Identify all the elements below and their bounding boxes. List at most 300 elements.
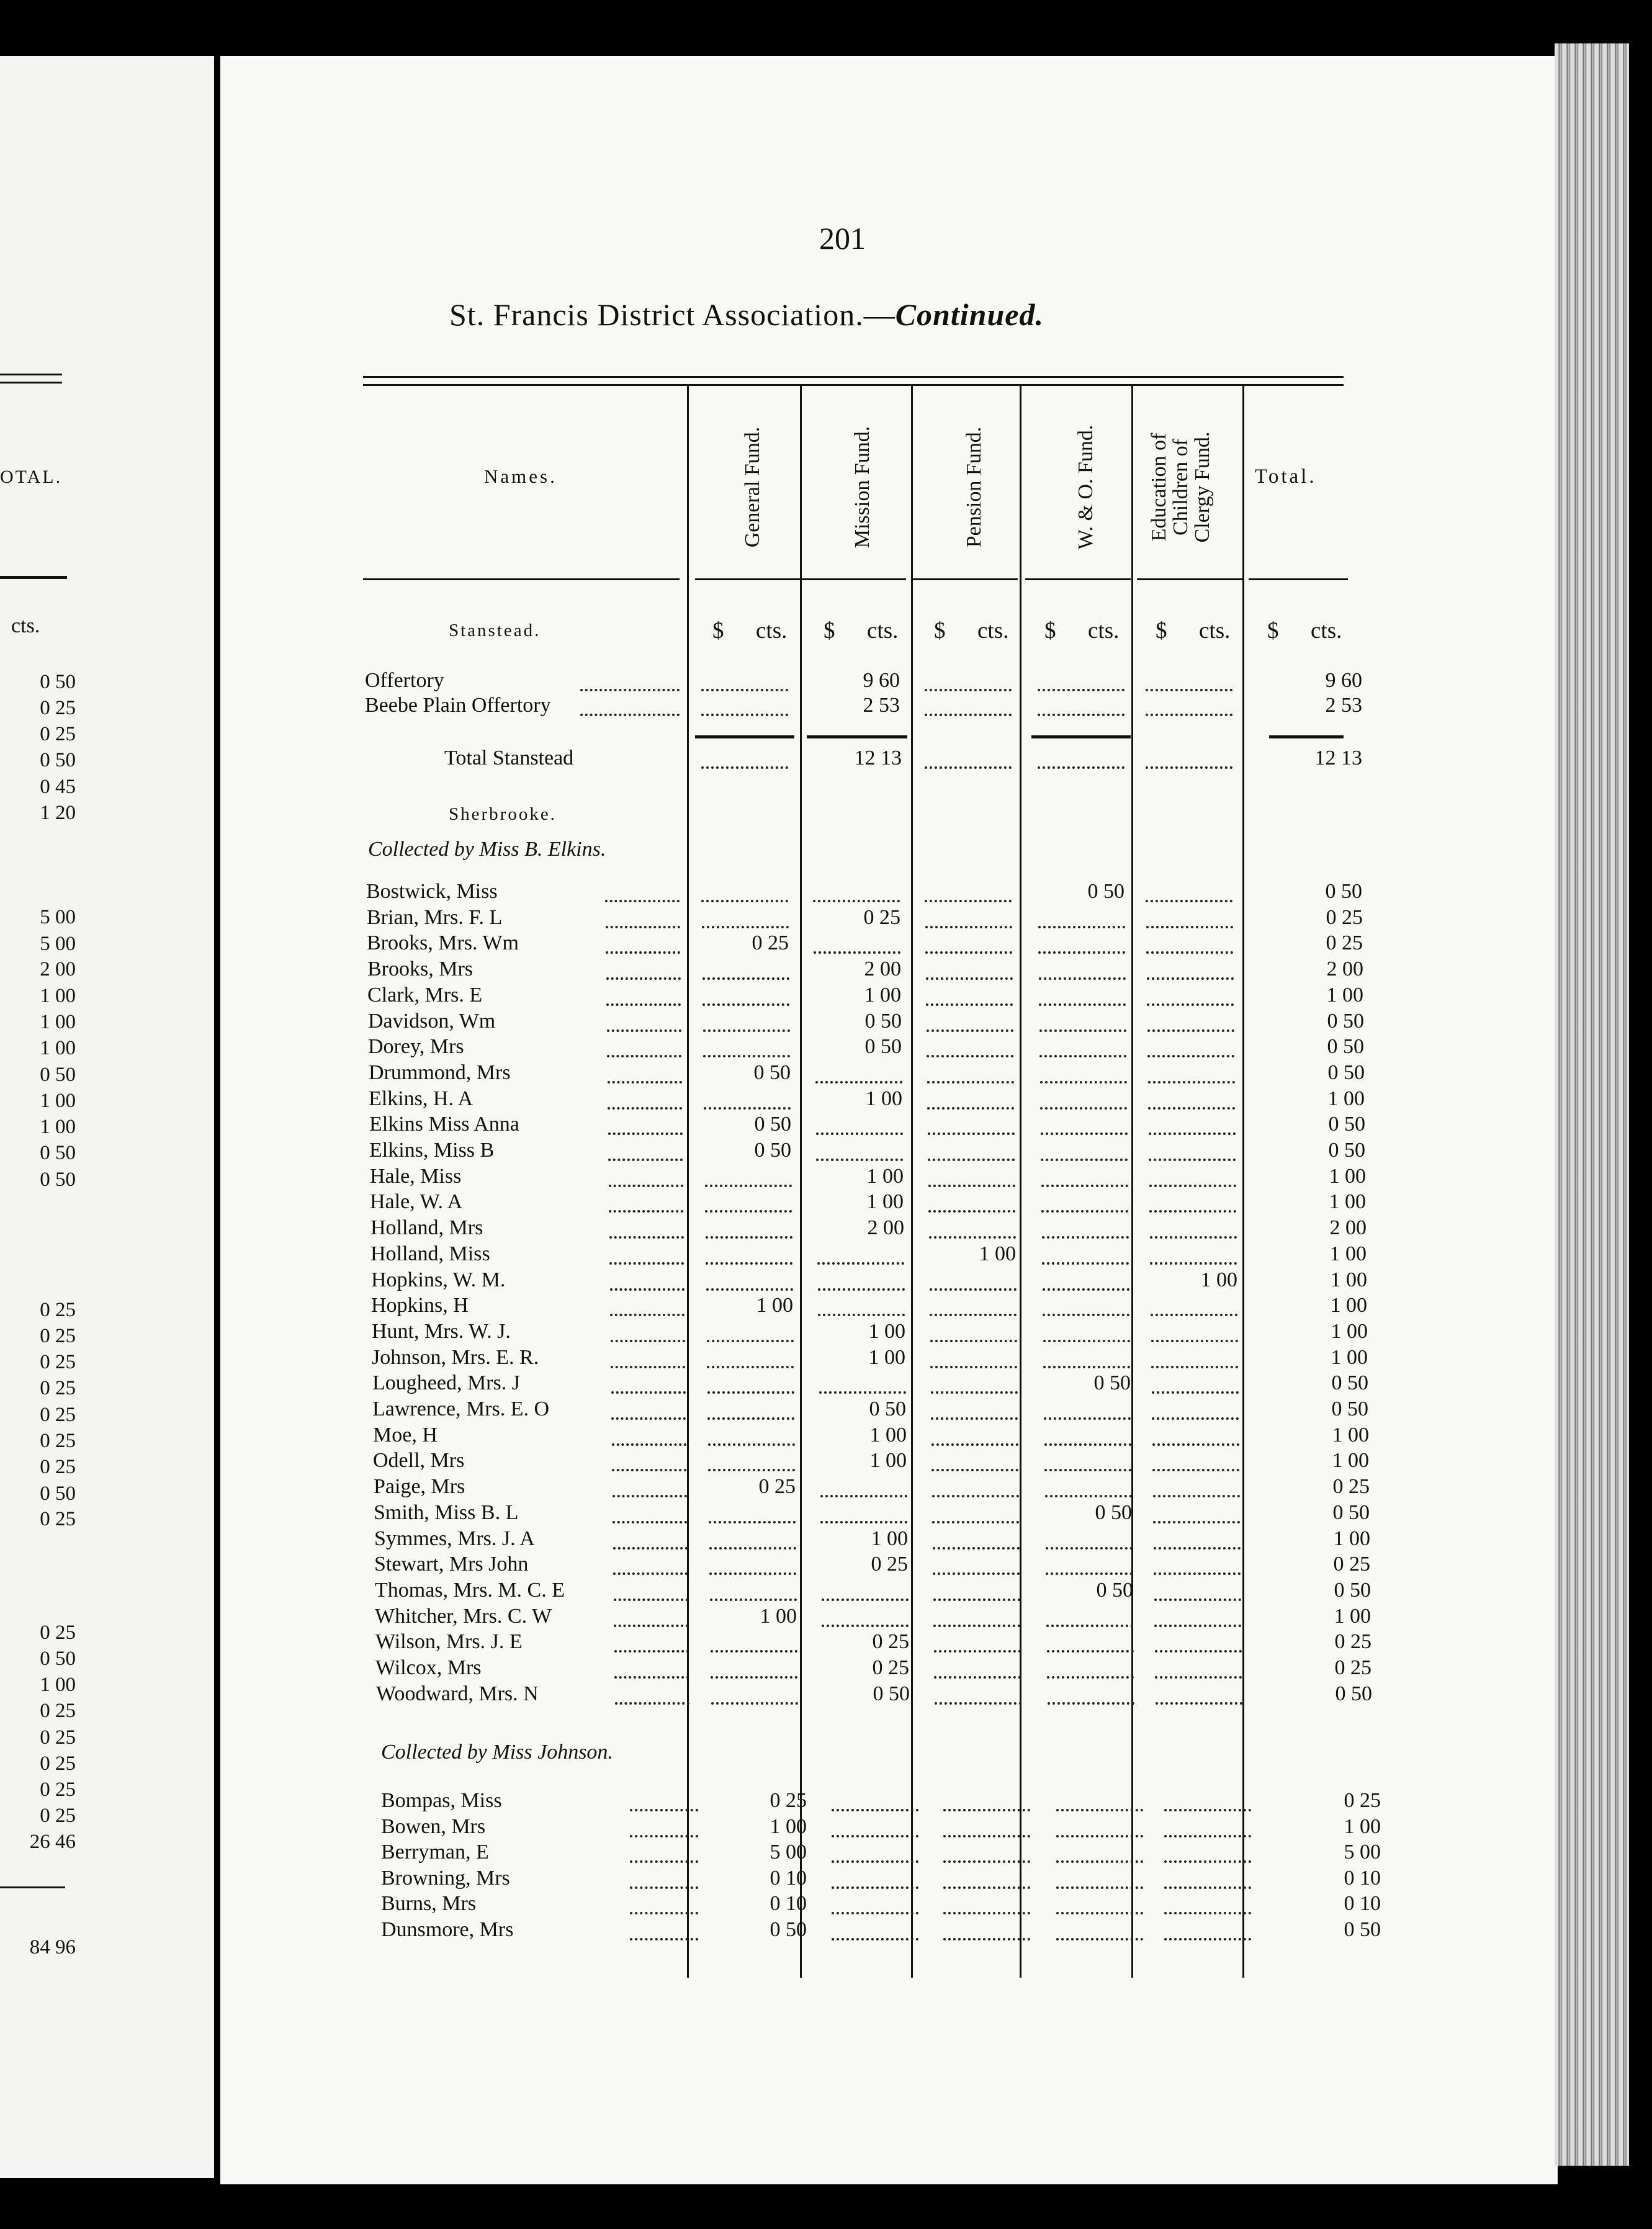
mission-amount: 1 00 <box>871 1527 908 1550</box>
education-empty-dots <box>1147 1029 1234 1032</box>
total-amount: 1 00 <box>1330 1268 1367 1291</box>
general-amount: 0 50 <box>770 1918 807 1941</box>
education-line-2: Children of <box>1169 439 1192 536</box>
education-empty-dots <box>1149 1132 1236 1135</box>
pension-empty-dots <box>933 1572 1020 1575</box>
pension-empty-dots <box>925 766 1012 769</box>
pension-empty-dots <box>927 1081 1014 1083</box>
total-amount: 1 00 <box>1334 1605 1371 1628</box>
general-empty-dots <box>710 1599 797 1601</box>
total-amount: 1 00 <box>1331 1320 1368 1343</box>
total-amount: 0 25 <box>1333 1553 1370 1576</box>
entry-name: Holland, Mrs <box>370 1216 483 1239</box>
pension-empty-dots <box>928 1159 1015 1161</box>
education-empty-dots <box>1156 1702 1242 1705</box>
total-amount: 0 50 <box>1331 1371 1368 1394</box>
total-amount: 0 25 <box>1334 1656 1371 1679</box>
education-empty-dots <box>1149 1185 1236 1187</box>
mission-amount: 0 50 <box>864 1010 902 1033</box>
entry-name: Drummond, Mrs <box>369 1061 511 1084</box>
table-top-rule <box>363 376 1344 386</box>
mission-amount: 9 60 <box>863 669 900 692</box>
total-amount: 0 50 <box>1331 1397 1368 1420</box>
unit-dollar: $ <box>934 618 946 644</box>
general-empty-dots <box>711 1676 797 1679</box>
general-amount: 0 10 <box>770 1892 807 1915</box>
left-rule <box>0 576 67 579</box>
name-leader-dots <box>608 1081 682 1083</box>
total-amount: 0 10 <box>1344 1892 1381 1915</box>
pension-empty-dots <box>935 1702 1021 1705</box>
pension-empty-dots <box>933 1547 1020 1550</box>
title-main: St. Francis District Association.— <box>449 297 896 332</box>
total-amount: 5 00 <box>1344 1841 1381 1863</box>
wo-empty-dots <box>1044 1469 1131 1471</box>
name-leader-dots <box>608 1159 683 1161</box>
general-amount: 0 25 <box>770 1789 807 1812</box>
entry-name: Holland, Miss <box>370 1242 490 1265</box>
pension-empty-dots <box>925 714 1012 716</box>
wo-empty-dots <box>1056 1912 1143 1914</box>
general-empty-dots <box>701 900 788 902</box>
wo-empty-dots <box>1043 1340 1130 1342</box>
pension-empty-dots <box>943 1860 1030 1863</box>
left-total-value: 0 25 <box>40 1778 76 1801</box>
total-amount: 0 50 <box>1344 1918 1381 1941</box>
mission-empty-dots <box>832 1912 918 1914</box>
left-total-value: 0 25 <box>40 1805 76 1827</box>
left-total-value: 0 25 <box>40 1377 76 1399</box>
left-total-value: 0 25 <box>40 1325 76 1347</box>
mission-empty-dots <box>818 1314 905 1316</box>
general-empty-dots <box>706 1262 792 1265</box>
entry-name: Odell, Mrs <box>373 1449 465 1472</box>
name-leader-dots <box>609 1236 684 1239</box>
pension-empty-dots <box>932 1495 1019 1497</box>
entry-name: Whitcher, Mrs. C. W <box>375 1605 552 1628</box>
mission-amount: 0 50 <box>869 1397 906 1420</box>
pension-empty-dots <box>934 1650 1021 1653</box>
mission-empty-dots <box>822 1625 909 1627</box>
names-column-header: Names. <box>484 465 557 487</box>
total-amount: 1 00 <box>1332 1424 1369 1446</box>
entry-name: Symmes, Mrs. J. A <box>374 1527 535 1550</box>
wo-empty-dots <box>1044 1443 1131 1446</box>
entry-name: Offertory <box>365 669 444 692</box>
total-amount: 0 50 <box>1327 1010 1364 1033</box>
wo-amount: 0 50 <box>1095 1501 1132 1524</box>
mission-empty-dots <box>832 1886 918 1889</box>
wo-empty-dots <box>1056 1860 1143 1863</box>
total-amount: 1 00 <box>1333 1527 1370 1550</box>
entry-name: Bostwick, Miss <box>366 880 498 903</box>
entry-name: Elkins, Miss B <box>369 1139 495 1162</box>
general-empty-dots <box>702 926 789 928</box>
education-empty-dots <box>1155 1676 1242 1679</box>
entry-name: Paige, Mrs <box>374 1475 465 1498</box>
entry-name: Wilson, Mrs. J. E <box>375 1630 523 1653</box>
education-empty-dots <box>1164 1860 1251 1863</box>
sherbrooke-heading: Sherbrooke. <box>449 804 557 824</box>
pension-empty-dots <box>932 1521 1019 1523</box>
unit-cts: cts. <box>1311 618 1342 644</box>
total-amount: 0 50 <box>1328 1139 1365 1162</box>
wo-empty-dots <box>1041 1159 1128 1161</box>
left-total-value: 0 25 <box>40 1508 76 1530</box>
education-empty-dots <box>1149 1159 1236 1161</box>
pension-empty-dots <box>943 1886 1030 1889</box>
left-total-value: 0 50 <box>40 1142 76 1164</box>
left-total-value: 0 50 <box>40 1648 76 1670</box>
total-amount: 0 25 <box>1326 931 1363 954</box>
entry-name: Hale, Miss <box>370 1165 462 1188</box>
pension-empty-dots <box>927 1107 1014 1110</box>
total-amount: 2 00 <box>1326 958 1363 980</box>
wo-empty-dots <box>1038 689 1125 691</box>
stanstead-total-label: Total Stanstead <box>444 747 574 769</box>
mission-amount: 0 50 <box>873 1682 910 1705</box>
pension-empty-dots <box>930 1340 1017 1342</box>
pension-empty-dots <box>933 1599 1020 1601</box>
pension-empty-dots <box>925 951 1012 954</box>
pension-empty-dots <box>925 926 1012 928</box>
total-amount: 1 00 <box>1331 1346 1368 1369</box>
entry-name: Dunsmore, Mrs <box>381 1918 514 1941</box>
left-total-value: 0 45 <box>40 776 76 798</box>
entry-name: Smith, Miss B. L <box>374 1501 519 1524</box>
entry-name: Lougheed, Mrs. J <box>372 1371 520 1394</box>
pension-empty-dots <box>943 1809 1030 1811</box>
mission-amount: 2 00 <box>867 1216 904 1239</box>
education-empty-dots <box>1153 1495 1240 1497</box>
total-amount: 1 00 <box>1344 1815 1381 1838</box>
name-leader-dots <box>630 1860 698 1863</box>
left-total-value: 0 50 <box>40 749 76 771</box>
unit-cts: cts. <box>1199 618 1231 644</box>
name-leader-dots <box>580 689 680 691</box>
education-empty-dots <box>1148 1081 1235 1083</box>
education-empty-dots <box>1148 1107 1235 1110</box>
mission-amount: 1 00 <box>868 1320 905 1343</box>
pension-empty-dots <box>930 1366 1017 1368</box>
left-total-value: 0 25 <box>40 1726 76 1749</box>
pension-empty-dots <box>931 1417 1018 1420</box>
education-empty-dots <box>1150 1236 1237 1239</box>
mission-amount: 2 53 <box>863 694 900 717</box>
name-leader-dots <box>611 1391 686 1394</box>
left-total-value: 0 25 <box>40 1351 76 1373</box>
general-empty-dots <box>707 1366 794 1368</box>
entry-name: Clark, Mrs. E <box>367 984 483 1007</box>
wo-empty-dots <box>1056 1835 1143 1837</box>
name-leader-dots <box>606 977 681 980</box>
mission-amount: 1 00 <box>866 1190 904 1213</box>
name-leader-dots <box>607 1055 681 1057</box>
pension-empty-dots <box>934 1676 1021 1679</box>
total-amount: 1 00 <box>1327 1087 1365 1110</box>
name-leader-dots <box>613 1495 687 1497</box>
entry-name: Davidson, Wm <box>368 1010 496 1033</box>
general-empty-dots <box>707 1417 794 1420</box>
name-leader-dots <box>613 1521 687 1523</box>
col-rule-5 <box>1131 386 1133 1978</box>
left-total-value: 1 20 <box>40 802 76 824</box>
education-empty-dots <box>1151 1340 1238 1342</box>
education-empty-dots <box>1147 1055 1234 1057</box>
unit-cts: cts. <box>977 618 1009 644</box>
general-amount: 0 50 <box>754 1139 791 1162</box>
wo-empty-dots <box>1056 1809 1143 1811</box>
education-empty-dots <box>1164 1886 1251 1889</box>
unit-cts: cts. <box>756 618 788 644</box>
pension-empty-dots <box>925 689 1012 691</box>
general-empty-dots <box>709 1521 796 1523</box>
total-amount: 1 00 <box>1330 1294 1367 1317</box>
education-empty-dots <box>1164 1938 1251 1940</box>
left-total-value: 0 25 <box>40 723 76 745</box>
wo-empty-dots <box>1039 1003 1126 1006</box>
general-amount: 1 00 <box>760 1605 797 1628</box>
mission-amount: 1 00 <box>866 1165 904 1188</box>
education-line-1: Education of <box>1147 433 1170 542</box>
left-total-value: 0 50 <box>40 1064 76 1086</box>
left-total-value: 1 00 <box>40 1011 76 1033</box>
education-empty-dots <box>1164 1835 1251 1837</box>
education-empty-dots <box>1152 1443 1239 1446</box>
name-leader-dots <box>609 1185 683 1187</box>
education-empty-dots <box>1154 1625 1241 1627</box>
education-empty-dots <box>1147 1003 1234 1006</box>
unit-dollar: $ <box>824 618 835 644</box>
pension-empty-dots <box>931 1391 1018 1394</box>
mission-amount: 1 00 <box>864 984 901 1007</box>
stanstead-sum-rule-wo <box>1031 735 1131 738</box>
left-sum-rule <box>0 1886 65 1888</box>
name-leader-dots <box>615 1702 689 1705</box>
total-amount: 1 00 <box>1332 1449 1369 1472</box>
mission-empty-dots <box>832 1809 918 1811</box>
entry-name: Berryman, E <box>381 1841 489 1863</box>
wo-empty-dots <box>1043 1314 1129 1316</box>
wo-empty-dots <box>1044 1417 1131 1420</box>
entry-name: Elkins Miss Anna <box>369 1113 519 1136</box>
wo-empty-dots <box>1038 766 1125 769</box>
left-total-value: 5 00 <box>40 933 76 955</box>
pension-empty-dots <box>927 1055 1013 1057</box>
total-amount: 2 00 <box>1329 1216 1367 1239</box>
pension-empty-dots <box>931 1443 1018 1446</box>
general-empty-dots <box>706 1288 793 1291</box>
general-empty-dots <box>709 1572 796 1575</box>
education-empty-dots <box>1151 1366 1238 1368</box>
education-empty-dots <box>1146 926 1233 928</box>
total-amount: 0 50 <box>1327 1061 1365 1084</box>
collector-johnson: Collected by Miss Johnson. <box>381 1741 613 1764</box>
general-empty-dots <box>703 977 789 980</box>
total-amount: 0 25 <box>1332 1475 1370 1498</box>
entry-name: Johnson, Mrs. E. R. <box>372 1346 539 1369</box>
name-leader-dots <box>611 1340 685 1342</box>
entry-name: Hopkins, W. M. <box>371 1268 506 1291</box>
mission-empty-dots <box>832 1835 918 1837</box>
left-total-value: 0 25 <box>40 1752 76 1775</box>
left-total-value: 84 96 <box>29 1936 76 1958</box>
name-leader-dots <box>610 1314 685 1316</box>
entry-name: Brian, Mrs. F. L <box>367 906 503 929</box>
education-empty-dots <box>1146 951 1233 954</box>
name-leader-dots <box>609 1210 683 1213</box>
general-amount: 0 10 <box>770 1867 807 1890</box>
total-amount: 0 50 <box>1332 1501 1370 1524</box>
pension-empty-dots <box>926 977 1013 980</box>
left-total-header: OTAL. <box>0 467 63 487</box>
col-rule-2 <box>800 386 802 1978</box>
unit-dollar: $ <box>1044 618 1056 644</box>
general-amount: 0 25 <box>758 1475 796 1498</box>
education-empty-dots <box>1151 1314 1237 1316</box>
entry-name: Elkins, H. A <box>369 1087 474 1110</box>
education-empty-dots <box>1154 1547 1241 1550</box>
left-total-value: 0 25 <box>40 1430 76 1452</box>
general-empty-dots <box>707 1340 794 1342</box>
col-rule-1 <box>687 386 689 1978</box>
pension-amount: 1 00 <box>979 1242 1016 1265</box>
entry-name: Bowen, Mrs <box>381 1815 486 1838</box>
general-empty-dots <box>701 714 788 716</box>
education-empty-dots <box>1164 1809 1251 1811</box>
left-total-value: 0 25 <box>40 697 76 719</box>
name-leader-dots <box>614 1676 689 1679</box>
wo-empty-dots <box>1043 1366 1130 1368</box>
wo-empty-dots <box>1042 1236 1129 1239</box>
entry-name: Hale, W. A <box>370 1190 463 1213</box>
left-total-value: 1 00 <box>40 985 76 1007</box>
education-fund-header <box>1148 400 1213 574</box>
mission-amount: 1 00 <box>865 1087 902 1110</box>
general-amount: 0 25 <box>752 931 789 954</box>
mission-empty-dots <box>818 1288 905 1291</box>
mission-empty-dots <box>822 1599 909 1601</box>
wo-empty-dots <box>1040 1081 1127 1083</box>
general-empty-dots <box>706 1236 792 1239</box>
stanstead-sum-rule-total <box>1269 735 1344 738</box>
name-leader-dots <box>606 1003 681 1006</box>
pension-empty-dots <box>925 900 1012 902</box>
col-rule-6 <box>1242 386 1244 1978</box>
name-leader-dots <box>608 1132 683 1135</box>
wo-amount: 0 50 <box>1093 1371 1131 1394</box>
total-amount: 0 50 <box>1327 1035 1364 1058</box>
wo-empty-dots <box>1041 1185 1128 1187</box>
mission-empty-dots <box>814 951 900 954</box>
left-total-value: 1 00 <box>40 1116 76 1138</box>
total-amount: 0 10 <box>1344 1867 1381 1890</box>
header-rule-2 <box>912 578 1018 580</box>
name-leader-dots <box>606 926 680 928</box>
total-amount: 0 25 <box>1344 1789 1381 1812</box>
wo-empty-dots <box>1056 1938 1143 1940</box>
general-empty-dots <box>711 1702 798 1705</box>
total-amount: 0 25 <box>1334 1630 1371 1653</box>
entry-name: Woodward, Mrs. N <box>376 1682 539 1705</box>
wo-empty-dots <box>1039 1029 1126 1032</box>
left-total-value: 1 00 <box>40 1090 76 1112</box>
wo-empty-dots <box>1046 1547 1133 1550</box>
general-empty-dots <box>708 1443 795 1446</box>
pension-empty-dots <box>929 1236 1016 1239</box>
mission-amount: 1 00 <box>869 1424 907 1446</box>
education-empty-dots <box>1153 1521 1240 1523</box>
name-leader-dots <box>606 951 680 954</box>
general-empty-dots <box>704 1107 791 1110</box>
education-empty-dots <box>1152 1469 1239 1471</box>
mission-amount: 0 25 <box>871 1553 908 1576</box>
total-column-header: Total. <box>1255 465 1317 488</box>
page-edges <box>1555 43 1629 2166</box>
wo-empty-dots <box>1046 1572 1133 1575</box>
left-total-value: 1 00 <box>40 1674 76 1696</box>
mission-empty-dots <box>820 1495 907 1497</box>
name-leader-dots <box>607 1029 681 1032</box>
general-amount: 5 00 <box>770 1841 807 1863</box>
stanstead-heading: Stanstead. <box>449 621 541 640</box>
unit-dollar: $ <box>1267 618 1279 644</box>
unit-cts: cts. <box>867 618 899 644</box>
name-leader-dots <box>630 1938 698 1940</box>
title-continued: Continued. <box>895 297 1044 332</box>
education-amount: 1 00 <box>1200 1268 1237 1291</box>
name-leader-dots <box>611 1417 686 1420</box>
entry-name: Beebe Plain Offertory <box>365 694 551 717</box>
total-amount: 1 00 <box>1326 984 1363 1007</box>
general-amount: 0 50 <box>753 1061 791 1084</box>
entry-name: Brooks, Mrs <box>367 958 474 980</box>
total-amount: 0 50 <box>1325 880 1362 903</box>
general-empty-dots <box>705 1185 792 1187</box>
mission-amount: 1 00 <box>869 1449 907 1472</box>
total-amount: 1 00 <box>1329 1165 1366 1188</box>
name-leader-dots <box>614 1625 688 1627</box>
general-fund-header: General Fund. <box>741 426 764 548</box>
wo-empty-dots <box>1039 1055 1126 1057</box>
education-empty-dots <box>1155 1650 1242 1653</box>
wo-empty-dots <box>1038 714 1125 716</box>
education-empty-dots <box>1149 1210 1236 1213</box>
general-amount: 1 00 <box>756 1294 793 1317</box>
education-empty-dots <box>1164 1912 1251 1914</box>
mission-amount: 0 25 <box>872 1656 909 1679</box>
pension-empty-dots <box>930 1288 1017 1291</box>
mission-empty-dots <box>817 1262 904 1265</box>
entry-name: Burns, Mrs <box>381 1892 477 1915</box>
pension-empty-dots <box>933 1625 1020 1627</box>
total-amount: 2 53 <box>1325 694 1362 717</box>
name-leader-dots <box>580 714 680 716</box>
total-amount: 0 50 <box>1328 1113 1365 1136</box>
entry-name: Wilcox, Mrs <box>375 1656 482 1679</box>
left-total-value: 0 25 <box>40 1700 76 1722</box>
wo-empty-dots <box>1038 926 1125 928</box>
mission-amount: 0 25 <box>872 1630 909 1653</box>
mission-amount: 0 25 <box>863 906 900 929</box>
name-leader-dots <box>613 1572 688 1575</box>
name-leader-dots <box>605 900 680 902</box>
mission-amount: 0 50 <box>864 1035 902 1058</box>
pension-empty-dots <box>928 1132 1015 1135</box>
wo-empty-dots <box>1046 1625 1133 1627</box>
pension-empty-dots <box>943 1938 1030 1940</box>
col-rule-3 <box>911 386 913 1978</box>
